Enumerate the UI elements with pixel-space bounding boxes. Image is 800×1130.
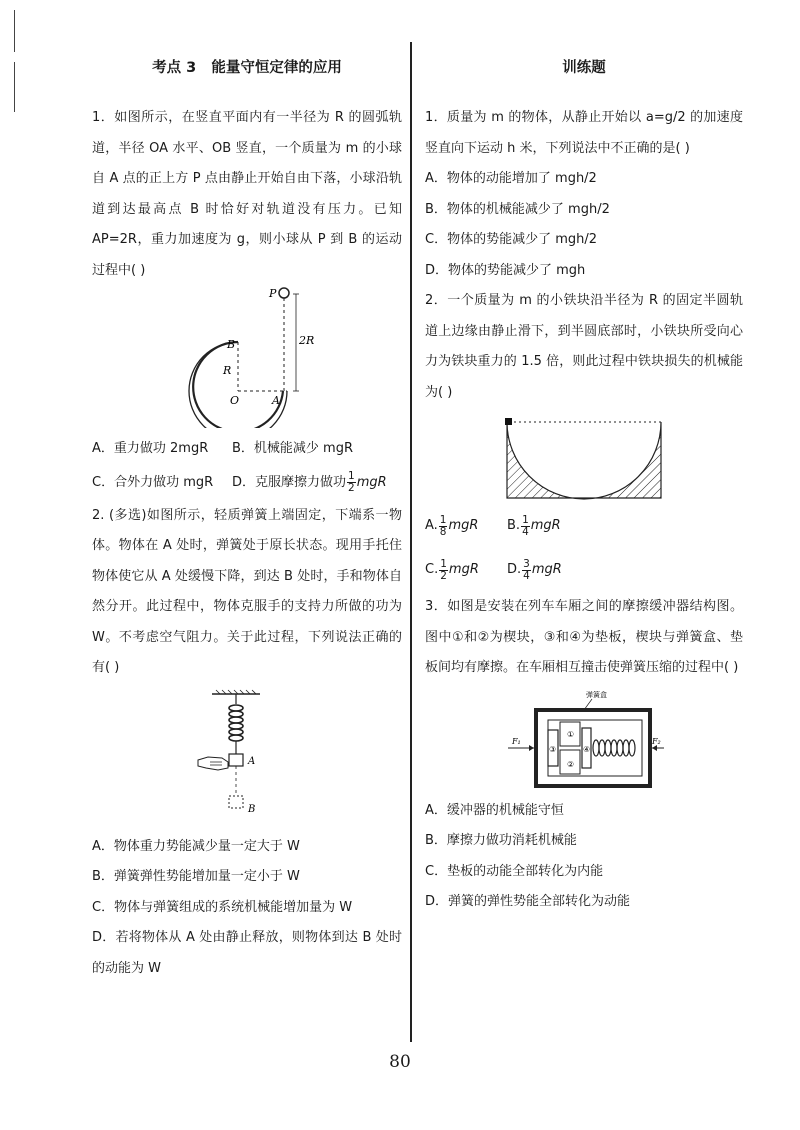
question-2-stem: 2. (多选)如图所示，轻质弹簧上端固定，下端系一物体。物体在 A 处时，弹簧处于原长状态。现用手托住物体使它从 A 处缓慢下降，到达 B 处时，手和物体自然分开。此过程中，物体克服手的支持力所做的功为 W。不考虑空气阻力。关于此过程，下列说法正确的有( ) [92, 507, 402, 675]
question-2-stem: 2．一个质量为 m 的小铁块沿半径为 R 的固定半圆轨道上边缘由静止滑下，到半圆底部时，小铁块所受向心力为铁块重力的 1.5 倍，则此过程中铁块损失的机械能为( ) [425, 293, 743, 400]
q2-options-row-1 [425, 504, 743, 548]
q1-option-d-suffix: mgR [356, 474, 387, 490]
fraction-den: 2 [440, 569, 447, 582]
fraction-num: 1 [439, 513, 447, 526]
label-wedge-2: ② [567, 759, 575, 769]
label-plate-3: ③ [549, 744, 557, 754]
q1-option-c: C．物体的势能减少了 mgh/2 [425, 232, 598, 247]
label-wedge-1: ① [567, 729, 575, 739]
semicircle-track-figure [499, 412, 669, 504]
page-number: 80 [389, 1052, 411, 1072]
fraction [439, 515, 448, 538]
label-O: O [230, 394, 240, 407]
label-F2: F₂ [652, 736, 661, 746]
column-divider [410, 42, 412, 1042]
q2-option-d: D．若将物体从 A 处由静止释放，则物体到达 B 处时的动能为 W [92, 930, 402, 976]
fraction-num: 1 [522, 513, 529, 526]
option-label: A. [425, 518, 438, 533]
q2-option-b: B．弹簧弹性势能增加量一定小于 W [92, 869, 300, 884]
label-spring-box: 弹簧盒 [586, 690, 607, 699]
q1-option-d [232, 465, 387, 501]
left-column [92, 56, 402, 984]
fraction [521, 515, 530, 538]
q3-option-c: C．垫板的动能全部转化为内能 [425, 863, 604, 879]
q1-option-d-prefix: D．克服摩擦力做功 [232, 474, 347, 490]
option-suffix: mgR [448, 518, 479, 533]
label-B: B [248, 803, 256, 815]
fraction [347, 471, 356, 494]
fraction-den: 4 [522, 525, 529, 538]
label-P: P [269, 287, 277, 300]
section-title: 训练题 [562, 60, 606, 76]
q1-option-b: B．机械能减少 mgR [232, 441, 353, 456]
fraction [439, 559, 448, 582]
label-A: A [248, 755, 256, 767]
q1-option-c: C．合外力做功 mgR [92, 474, 214, 490]
question-3-stem: 3．如图是安装在列车车厢之间的摩擦缓冲器结构图。图中①和②为楔块，③和④为垫板，楔块与弹簧盒、垫板间均有摩擦。在车厢相互撞击使弹簧压缩的过程中( ) [425, 599, 743, 675]
q1-option-b: B．物体的机械能减少了 mgh/2 [425, 201, 610, 217]
option-label: C. [425, 562, 439, 577]
label-A: A [272, 394, 280, 407]
label-plate-4: ④ [583, 744, 591, 754]
fraction-num: 3 [523, 557, 530, 570]
scan-mark [14, 62, 15, 100]
q2-option-a [425, 504, 507, 548]
question-1-stem: 1．如图所示，在竖直平面内有一半径为 R 的圆弧轨道，半径 OA 水平、OB 竖直，一个质量为 m 的小球自 A 点的正上方 P 点由静止开始自由下落，小球沿轨道到达最高点 B 时恰好对轨道没有压力。已知 AP=2R，重力加速度为 g，则小球从 P 到 B 的运动过程中( ) [92, 110, 402, 278]
question-1-stem: 1．质量为 m 的物体，从静止开始以 a=g/2 的加速度竖直向下运动 h 米，下列说法中不正确的是( ) [425, 110, 743, 156]
fraction-num: 1 [440, 557, 447, 570]
fraction-den: 2 [348, 481, 355, 494]
scan-mark [14, 100, 15, 112]
q1-option-a: A．物体的动能增加了 mgh/2 [425, 171, 597, 186]
q3-option-b: B．摩擦力做功消耗机械能 [425, 833, 577, 848]
spring-figure [192, 688, 302, 820]
label-B: B [227, 338, 236, 351]
q2-option-d [507, 548, 589, 592]
fraction-den: 4 [523, 569, 530, 582]
q1-option-a: A．重力做功 2mgR [92, 441, 209, 456]
q2-option-a: A．物体重力势能减少量一定大于 W [92, 838, 300, 854]
q1-option-d: D．物体的势能减少了 mgh [425, 262, 586, 278]
label-R: R [223, 364, 232, 377]
option-suffix: mgR [531, 562, 562, 577]
fraction [522, 559, 531, 582]
option-label: B. [507, 518, 521, 533]
section-title: 考点 3 能量守恒定律的应用 [152, 60, 342, 76]
fraction-num: 1 [348, 469, 355, 482]
fraction-den: 8 [439, 525, 447, 538]
q2-option-c: C．物体与弹簧组成的系统机械能增加量为 W [92, 899, 353, 915]
option-suffix: mgR [448, 562, 479, 577]
buffer-figure [504, 688, 664, 792]
label-2R: 2R [299, 334, 315, 347]
right-column [425, 56, 743, 918]
scan-mark [14, 10, 15, 52]
q2-options-row-2 [425, 548, 743, 592]
option-suffix: mgR [530, 518, 561, 533]
q3-option-d: D．弹簧的弹性势能全部转化为动能 [425, 894, 631, 909]
label-F1: F₁ [512, 736, 521, 746]
q2-option-c [425, 548, 507, 592]
q3-option-a: A．缓冲器的机械能守恒 [425, 802, 564, 818]
q2-option-b [507, 504, 589, 548]
arc-track-figure [172, 286, 322, 428]
option-label: D. [507, 562, 522, 577]
